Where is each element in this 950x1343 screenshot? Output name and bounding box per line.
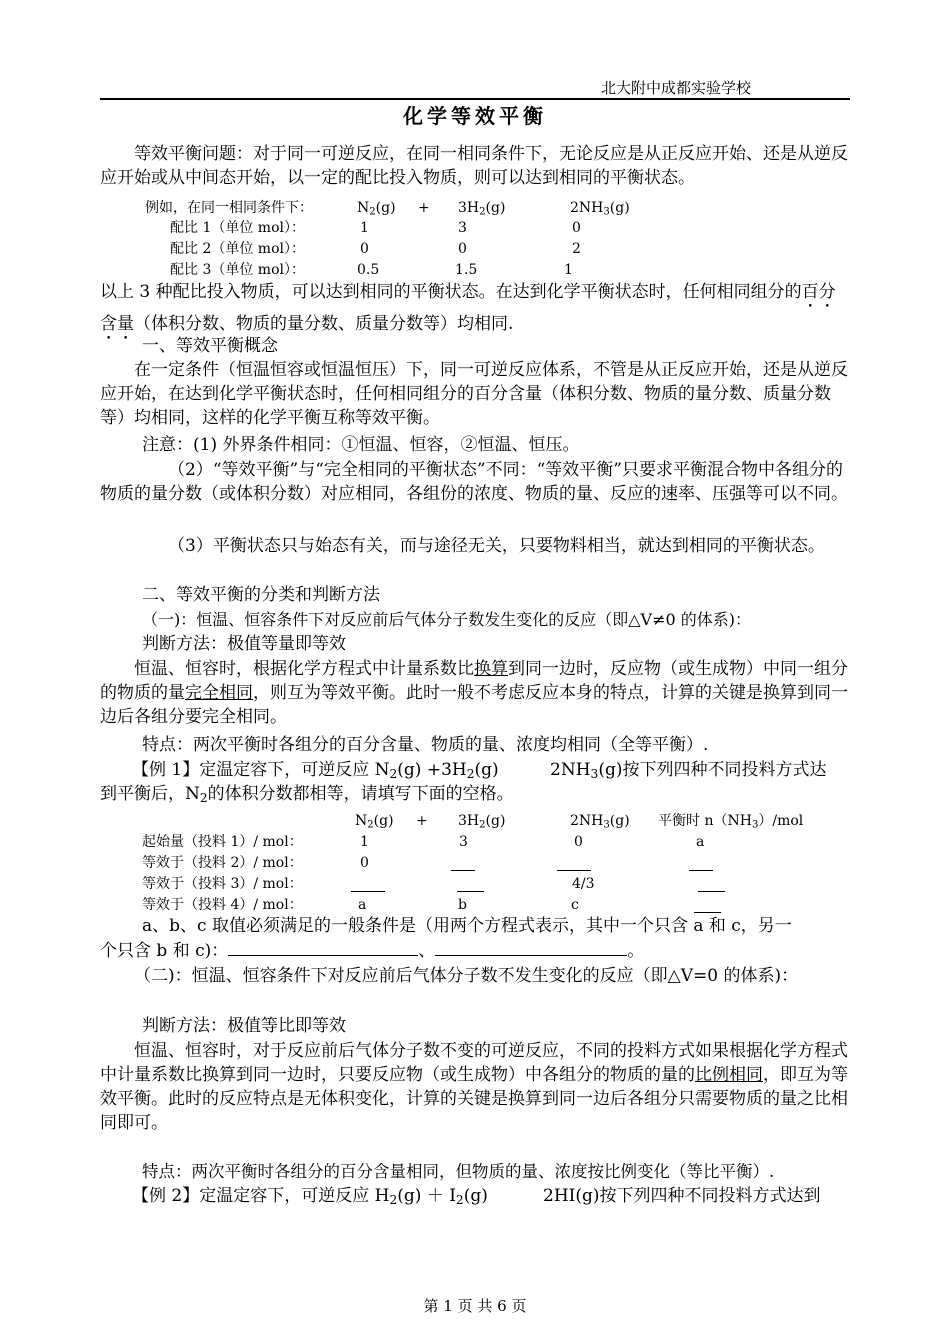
feed-cell: 4/3 (572, 876, 595, 892)
subsection-heading: （一)：恒温、恒容条件下对反应前后气体分子数发生变化的反应（即△V≠0 的体系)： (142, 610, 752, 629)
feed-cell: c (571, 897, 579, 913)
section-heading: 一、等效平衡概念 (142, 336, 278, 356)
species-n2: $N_2(g)$ (357, 200, 396, 218)
note-2: （2）“等效平衡”与“完全相同的平衡状态”不同：“等效平衡”只要求平衡混合物中各组分的物质的量分数（或体积分数）对应相同，各组份的浓度、物质的量、反应的速率、压强等可以不同。 (100, 460, 848, 504)
species-h2: $3H_2(g)$ (458, 200, 506, 218)
ratio-cell: 0 (572, 220, 581, 236)
example-1-question-line2: 到平衡后，$N_2$的体积分数都相等，请填写下面的空格。 (100, 784, 514, 806)
feature-line: 特点：两次平衡时各组分的百分含量相同，但物质的量、浓度按比例变化（等比平衡）. (142, 1162, 775, 1181)
note-1: 注意：(1) 外界条件相同：①恒温、恒容，②恒温、恒压。 (142, 435, 580, 455)
answer-blank[interactable] (698, 877, 725, 892)
feed-cell: 0 (360, 855, 369, 871)
subsection-heading: （二)：恒温、恒容条件下对反应前后气体分子数不发生变化的反应（即△V=0 的体系)： (134, 966, 799, 986)
example-label: 例如，在同一相同条件下： (145, 200, 313, 216)
ratio-cell: 0 (458, 241, 467, 257)
example-1-question: 【例 1】定温定容下，可逆反应 $N_2(g) +3H_2(g)$ (132, 760, 499, 782)
feed-row-label: 等效于（投料 3）/ mol： (142, 876, 303, 892)
ratio-cell: 3 (458, 220, 467, 236)
answer-blank[interactable] (557, 856, 591, 871)
method-line: 判断方法：极值等量即等效 (142, 634, 346, 654)
answer-blank[interactable] (689, 856, 713, 871)
feed-row-label: 起始量（投料 1）/ mol： (142, 834, 303, 850)
ratio-row-label: 配比 2（单位 mol）： (170, 241, 305, 257)
feed-cell: 3 (459, 834, 468, 850)
ratio-cell: 1 (564, 262, 573, 278)
ratio-cell: 2 (572, 241, 581, 257)
feed-cell: 0 (574, 834, 583, 850)
ratio-row-label: 配比 1（单位 mol）： (170, 220, 305, 236)
feed-row-label: 等效于（投料 2）/ mol： (142, 855, 303, 871)
answer-blank[interactable] (457, 877, 484, 892)
feature-line: 特点：两次平衡时各组分的百分含量、物质的量、浓度均相同（全等平衡）. (142, 735, 709, 755)
answer-blank[interactable] (451, 856, 475, 871)
plus-sign: + (418, 200, 430, 216)
method-paragraph: 恒温、恒容时，根据化学方程式中计量系数比换算到同一边时，反应物（或生成物）中同一组分的物质的量完全相同，则互为等效平衡。此时一般不考虑反应本身的特点，计算的关键是换算到同一边后各组分要完全相同。 (100, 659, 848, 727)
example-1-question-cont: $2NH_3(g)$按下列四种不同投料方式达 (550, 760, 827, 782)
feed-cell: 1 (360, 834, 369, 850)
emphasis-dotted: 百分含量 (100, 282, 836, 334)
intro-paragraph: 等效平衡问题：对于同一可逆反应，在同一相同条件下，无论反应是从正反应开始、还是从逆反应开始或从中间态开始，以一定的配比投入物质，则可以达到相同的平衡状态。 (100, 144, 848, 188)
answer-blank[interactable] (228, 941, 418, 956)
plus-sign: + (416, 813, 428, 829)
answer-blank[interactable] (694, 898, 721, 913)
school-header: 北大附中成都实验学校 (601, 79, 752, 97)
ratio-cell: 0.5 (357, 262, 380, 278)
feed-cell: a (696, 834, 705, 850)
species-n2: $N_2(g)$ (355, 813, 394, 831)
note-3: （3）平衡状态只与始态有关，而与途径无关，只要物料相当，就达到相同的平衡状态。 (168, 536, 825, 556)
feed-row-label: 等效于（投料 4）/ mol： (142, 897, 303, 913)
section-heading: 二、等效平衡的分类和判断方法 (142, 585, 380, 605)
ratio-row-label: 配比 3（单位 mol）： (170, 262, 305, 278)
concept-paragraph: 在一定条件（恒温恒容或恒温恒压）下，同一可逆反应体系，不管是从正反应开始，还是从逆反应开始，在达到化学平衡状态时，任何相同组分的百分含量（体积分数、物质的量分数、质量分数等）均相同，这样的化学平衡互称等效平衡。 (100, 360, 848, 428)
page-title: 化学等效平衡 (403, 104, 547, 128)
feed-cell: b (458, 897, 467, 913)
answer-blank[interactable] (351, 877, 385, 892)
page-footer: 第 1 页 共 6 页 (423, 1297, 527, 1315)
species-h2: $3H_2(g)$ (458, 813, 506, 831)
method-line: 判断方法：极值等比即等效 (142, 1016, 346, 1036)
species-nh3: $2NH_3(g)$ (570, 200, 630, 218)
ratio-cell: 1.5 (455, 262, 478, 278)
summary-paragraph: 以上 3 种配比投入物质，可以达到相同的平衡状态。在达到化学平衡状态时，任何相同组分的百分含量（体积分数、物质的量分数、质量分数等）均相同. (100, 282, 836, 334)
example-1-condition: a、b、c 取值必须满足的一般条件是（用两个方程式表示，其中一个只含 a 和 c，另一 (142, 916, 792, 936)
example-2-question-cont: 2HI(g)按下列四种不同投料方式达到 (543, 1186, 821, 1206)
example-2-question: 【例 2】定温定容下，可逆反应 $H_2(g) + I_2(g)$ (132, 1186, 488, 1208)
example-1-condition-line2: 个只含 b 和 c)： 、 。 (100, 941, 645, 961)
equilibrium-nh3-header: 平衡时 $n(NH_3)$/mol (658, 813, 804, 831)
species-nh3: $2NH_3(g)$ (570, 813, 630, 831)
answer-blank[interactable] (435, 941, 627, 956)
ratio-cell: 1 (360, 220, 369, 236)
ratio-cell: 0 (360, 241, 369, 257)
feed-cell: a (358, 897, 367, 913)
method-paragraph: 恒温、恒容时，对于反应前后气体分子数不变的可逆反应，不同的投料方式如果根据化学方程式中计量系数比换算到同一边时，只要反应物（或生成物）中各组分的物质的量的比例相同，即互为等效平衡。此时的反应特点是无体积变化，计算的关键是换算到同一边后各组分只需要物质的量之比相同即可。 (100, 1041, 848, 1133)
